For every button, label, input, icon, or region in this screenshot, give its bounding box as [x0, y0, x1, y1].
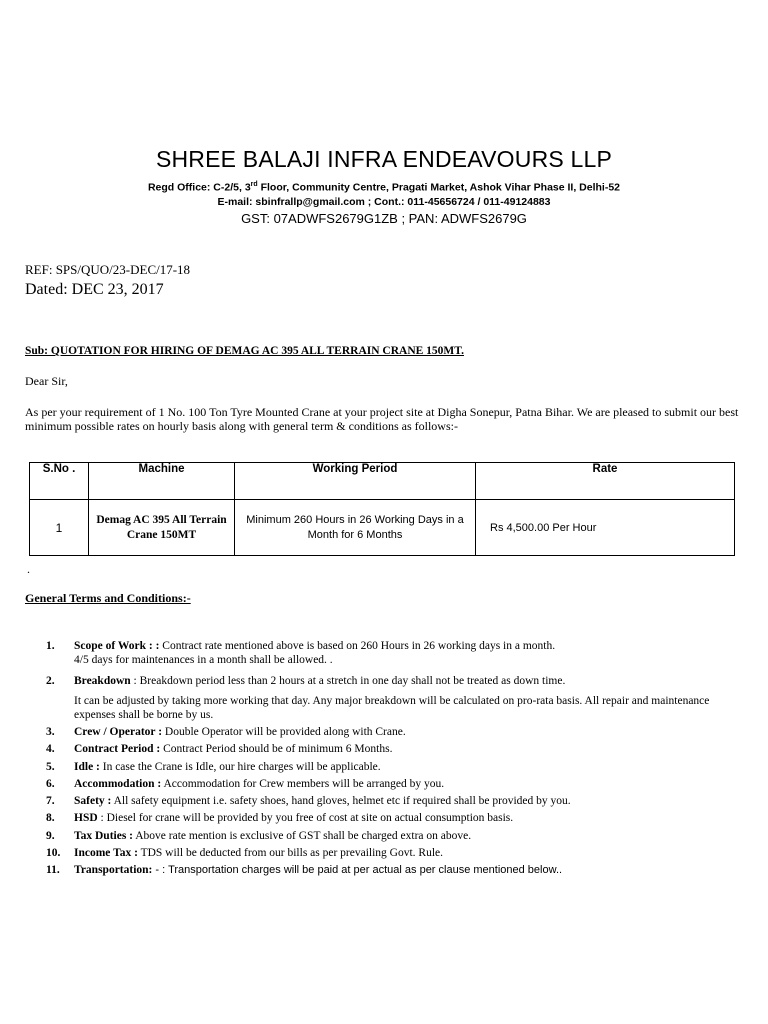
- term-label: Contract Period :: [74, 743, 161, 756]
- term-label: Transportation:: [74, 864, 153, 877]
- cell-working-period: Minimum 260 Hours in 26 Working Days in a Month for 6 Months: [235, 500, 476, 556]
- list-item: [46, 759, 746, 776]
- list-item: [46, 674, 746, 722]
- reference-number: REF: SPS/QUO/23-DEC/17-18: [25, 262, 191, 277]
- header-working-period: Working Period: [235, 463, 476, 500]
- cell-machine: Demag AC 395 All Terrain Crane 150MT: [89, 500, 235, 556]
- intro-paragraph: As per your requirement of 1 No. 100 Ton Tyre Mounted Crane at your project site at Digha Sonepur, Patna Bihar. We are pleased to submit our best minimum possible rates on hourly basis along with general term & conditions as follows:-: [25, 405, 739, 433]
- term-number: 3.: [46, 726, 55, 738]
- term-label: Breakdown: [74, 675, 131, 687]
- term-number: 4.: [46, 743, 55, 756]
- letter-date: Dated: DEC 23, 2017: [25, 281, 164, 298]
- term-label: Tax Duties :: [74, 829, 133, 842]
- quotation-table: [29, 462, 735, 556]
- header-sno: [30, 463, 89, 500]
- term-label: Safety :: [74, 795, 112, 808]
- term-number: 9.: [46, 829, 55, 842]
- term-text: All safety equipment i.e. safety shoes, hand gloves, helmet etc if required shall be provided by you.: [111, 795, 571, 808]
- term-number: 10.: [46, 847, 61, 860]
- list-item: [46, 741, 746, 758]
- term-label: Idle :: [74, 760, 100, 773]
- term-continuation: 4/5 days for maintenances in a month shall be allowed. .: [74, 654, 333, 666]
- registered-office: [0, 181, 768, 194]
- header-rate: Rate: [476, 463, 735, 500]
- list-item: [46, 724, 746, 741]
- terms-title: General Terms and Conditions:-: [25, 591, 191, 605]
- gst-pan-line: GST: 07ADWFS2679G1ZB ; PAN: ADWFS2679G: [241, 211, 527, 226]
- term-number: 6.: [46, 777, 55, 790]
- term-number: 1.: [46, 640, 55, 652]
- term-text: : Breakdown period less than 2 hours at a stretch in one day shall not be treated as down time.: [130, 675, 566, 687]
- term-text: TDS will be deducted from our bills as per prevailing Govt. Rule.: [137, 847, 444, 860]
- term-text: : Diesel for crane will be provided by you free of cost at site on actual consumption basis.: [97, 812, 514, 825]
- trailing-dot: .: [27, 562, 30, 576]
- term-text: Accommodation for Crew members will be arranged by you.: [161, 777, 445, 790]
- contact-line: E-mail: sbinfrallp@gmail.com ; Cont.: 011-45656724 / 011-49124883: [217, 196, 551, 208]
- term-text: Double Operator will be provided along with Crane.: [162, 726, 406, 738]
- address-text: Regd Office: C-2/5, 3: [147, 181, 251, 194]
- list-item: [46, 862, 746, 879]
- term-number: 5.: [46, 760, 55, 773]
- cell-rate: Rs 4,500.00 Per Hour: [476, 500, 735, 556]
- header-machine: Machine: [89, 463, 235, 500]
- term-number: 7.: [46, 795, 55, 808]
- term-label: Accommodation :: [74, 777, 162, 790]
- term-text: Contract rate mentioned above is based on 260 Hours in 26 working days in a month.: [159, 640, 556, 652]
- term-label: HSD: [74, 812, 98, 825]
- term-label: Income Tax :: [74, 847, 138, 860]
- term-number: 8.: [46, 812, 55, 825]
- list-item: [46, 845, 746, 862]
- term-label: Scope of Work : :: [74, 640, 160, 652]
- list-item: [46, 793, 746, 810]
- term-text: Contract Period should be of minimum 6 Months.: [160, 743, 393, 756]
- company-name: SHREE BALAJI INFRA ENDEAVOURS LLP: [155, 146, 613, 172]
- address-text-rest: Floor, Community Centre, Pragati Market, Ashok Vihar Phase II, Delhi-52: [257, 181, 621, 194]
- term-text: - : Transportation charges will be paid at per actual as per clause mentioned below..: [152, 864, 563, 877]
- address-superscript: rd: [250, 181, 258, 188]
- terms-list: [46, 639, 746, 880]
- table-header-row: [30, 463, 735, 500]
- table-row: [30, 500, 735, 556]
- subject-line: Sub: QUOTATION FOR HIRING OF DEMAG AC 395 ALL TERRAIN CRANE 150MT.: [25, 345, 464, 357]
- list-item: [46, 828, 746, 845]
- term-text: Above rate mention is exclusive of GST shall be charged extra on above.: [133, 829, 472, 842]
- term-label: Crew / Operator :: [74, 726, 163, 738]
- header-sno-text: S.No .: [42, 463, 76, 475]
- salutation: Dear Sir,: [25, 374, 68, 388]
- list-item: [46, 810, 746, 827]
- cell-sno: 1: [30, 500, 89, 556]
- term-number: 2.: [46, 675, 55, 687]
- term-text: In case the Crane is Idle, our hire charges will be applicable.: [99, 760, 381, 773]
- term-continuation: It can be adjusted by taking more working that day. Any major breakdown will be calculated on pro-rata basis. All repair and maintenance expenses shall be borne by us.: [74, 695, 710, 721]
- list-item: [46, 776, 746, 793]
- list-item: [46, 639, 746, 667]
- term-number: 11.: [46, 864, 60, 877]
